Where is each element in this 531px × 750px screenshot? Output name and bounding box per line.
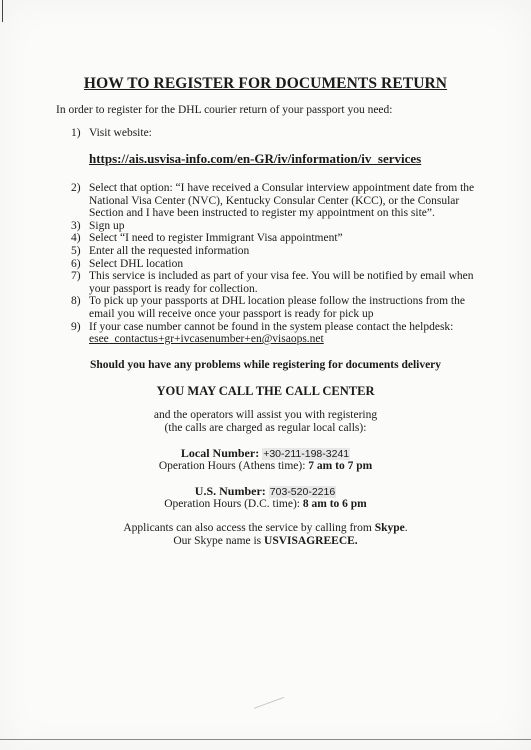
step-number: 1) bbox=[71, 127, 81, 139]
step-number: 3) bbox=[71, 219, 81, 232]
skype-line-2 bbox=[0, 535, 531, 547]
step-text: Enter all the requested information bbox=[89, 244, 250, 257]
step-text: If your case number cannot be found in the system please contact the helpdesk: bbox=[89, 320, 454, 333]
step-text: This service is included as part of your visa fee. You will be notified by email when your passport is ready for collection. bbox=[89, 270, 474, 295]
local-hours-label: Operation Hours (Athens time): bbox=[158, 460, 306, 472]
website-link[interactable]: https://ais.usvisa-info.com/en-GR/iv/information/iv_services bbox=[89, 151, 422, 166]
local-number-label: Local Number: bbox=[180, 446, 260, 460]
document-title: HOW TO REGISTER FOR DOCUMENTS RETURN bbox=[83, 75, 448, 92]
list-item bbox=[71, 182, 491, 220]
scan-edge-mark bbox=[2, 0, 3, 22]
call-center-heading: YOU MAY CALL THE CALL CENTER bbox=[156, 384, 375, 398]
us-number-line bbox=[0, 484, 531, 499]
skype-text: Applicants can also access the service by calling from bbox=[123, 522, 372, 534]
skype-name: USVISAGREECE bbox=[264, 535, 355, 547]
helpdesk-email-link[interactable]: esee_contactus+gr+ivcasenumber+en@visaops.net bbox=[89, 333, 324, 346]
step-number: 9) bbox=[71, 320, 81, 333]
list-item bbox=[71, 258, 491, 271]
local-number-line bbox=[0, 446, 531, 461]
steps-list bbox=[71, 182, 491, 346]
list-item bbox=[71, 295, 491, 320]
step-1 bbox=[71, 127, 152, 139]
step-text: Select DHL location bbox=[89, 257, 184, 270]
step-number: 4) bbox=[71, 232, 81, 245]
step-number: 8) bbox=[71, 295, 81, 308]
skype-word: Skype bbox=[374, 522, 405, 534]
step-text: Sign up bbox=[89, 219, 125, 232]
us-number-label: U.S. Number: bbox=[194, 484, 266, 498]
us-hours-label: Operation Hours (D.C. time): bbox=[164, 498, 300, 510]
list-item bbox=[71, 270, 491, 295]
local-phone-number[interactable]: +30-211-198-3241 bbox=[263, 448, 350, 460]
operators-line-1: and the operators will assist you with registering bbox=[153, 409, 378, 421]
step-text: To pick up your passports at DHL location please follow the instructions from the email you will receive once your passport is ready for pick up bbox=[89, 295, 465, 320]
us-hours-line bbox=[0, 498, 531, 510]
local-hours-line bbox=[0, 460, 531, 472]
local-hours-value: 7 am to 7 pm bbox=[308, 460, 373, 472]
step-number: 7) bbox=[71, 270, 81, 283]
step-number: 6) bbox=[71, 257, 81, 270]
list-item bbox=[71, 245, 491, 258]
intro-text: In order to register for the DHL courier return of your passport you need: bbox=[56, 104, 393, 116]
step-text: Select that option: “I have received a Consular interview appointment date from the National Visa Center (NVC), Kentucky Consular Center (KCC), or the Consular Section and I have been instructed to register my appointment on this site”. bbox=[89, 182, 475, 220]
skype-line-1 bbox=[0, 522, 531, 534]
step-text: Select “I need to register Immigrant Visa appointment” bbox=[89, 232, 343, 245]
us-hours-value: 8 am to 6 pm bbox=[302, 498, 367, 510]
step-text: Visit website: bbox=[89, 127, 152, 139]
step-number: 5) bbox=[71, 244, 81, 257]
punctuation: . bbox=[404, 522, 408, 534]
list-item bbox=[71, 321, 491, 346]
list-item bbox=[71, 220, 491, 233]
scan-smudge bbox=[254, 697, 289, 720]
operators-line-2: (the calls are charged as regular local calls): bbox=[164, 422, 367, 434]
problems-text: Should you have any problems while registering for documents delivery bbox=[89, 359, 442, 371]
skype-name-label: Our Skype name is bbox=[173, 535, 262, 547]
punctuation: . bbox=[354, 535, 358, 547]
step-number: 2) bbox=[71, 182, 81, 194]
us-phone-number[interactable]: 703-520-2216 bbox=[269, 486, 336, 498]
scan-bottom-line bbox=[0, 739, 531, 740]
list-item bbox=[71, 232, 491, 245]
